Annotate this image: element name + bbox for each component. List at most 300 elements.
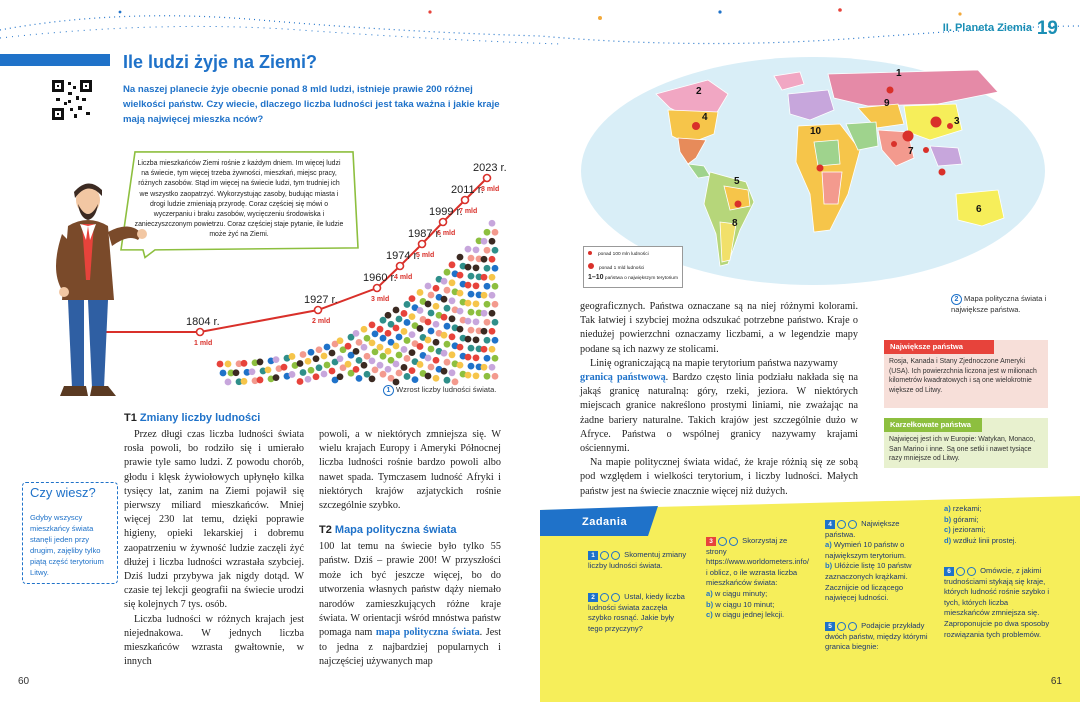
crowd-person <box>385 366 392 373</box>
crowd-person <box>300 369 307 376</box>
teacher-illustration <box>50 180 150 406</box>
crowd-person <box>468 291 475 298</box>
crowd-person <box>465 300 472 307</box>
crowd-person <box>329 350 336 357</box>
crowd-person <box>380 353 387 360</box>
task-3 <box>706 536 810 621</box>
crowd-person <box>489 346 496 353</box>
page-title: Ile ludzi żyje na Ziemi? <box>123 52 318 72</box>
crowd-person <box>404 319 411 326</box>
crowd-person <box>449 315 456 322</box>
crowd-person <box>289 371 296 378</box>
crowd-person <box>417 361 424 368</box>
year-label: 1974 r. <box>386 250 420 262</box>
task-1 <box>588 550 688 571</box>
crowd-person <box>441 314 448 321</box>
svg-text:10: 10 <box>810 126 822 137</box>
data-point <box>315 307 322 314</box>
crowd-person <box>396 352 403 359</box>
crowd-person <box>385 348 392 355</box>
crowd-person <box>444 377 451 384</box>
group-icon <box>967 567 976 576</box>
crowd-person <box>465 246 472 253</box>
task-4 <box>825 519 929 604</box>
legend-item: ponad 100 mln ludności <box>598 252 649 257</box>
discuss-icon <box>600 593 609 602</box>
paragraph: geograficznych. Państwa oznaczane są na niej różnymi kolorami. Tak łatwiej i szybciej można odszukać potrzebne państwo. Kraje o niedużej powierzchni oznaczamy liczbami, a w legendzie mapy podane są ich nazwy ze stolicami. <box>580 301 858 355</box>
crowd-person <box>313 355 320 362</box>
crowd-person <box>449 279 456 286</box>
paragraph-cont: . Bardzo często linia podziału nakłada się na jakąś granicę naturalną: góry, rzeki, jeziora. W niektórych miejscach granice nakreślono prostymi liniami, nie zważając na żadne bariery naturalne. Takich krajów jest szczególnie dużo w Afryce. Państwa o wspólnej granicy nazywamy krajami ościennymi. <box>580 372 858 455</box>
chapter-header: II. Planeta Ziemia <box>942 22 1032 34</box>
crowd-person <box>441 332 448 339</box>
section-prefix-t1: T1 <box>124 412 137 424</box>
year-label: 2011 r. <box>451 184 484 196</box>
task-sub-text: wzdłuż linii prostej. <box>953 535 1017 545</box>
caption-text-1: Wzrost liczby ludności świata. <box>396 385 497 394</box>
crowd-person <box>241 378 248 385</box>
caption-text-2: Mapa polityczna świata i największe państwa. <box>951 294 1047 314</box>
crowd-person <box>468 363 475 370</box>
crowd-person <box>481 364 488 371</box>
caption-number-2: 2 <box>951 294 962 305</box>
text-column-3 <box>580 300 858 499</box>
crowd-person <box>449 351 456 358</box>
crowd-person <box>444 359 451 366</box>
crowd-person <box>356 339 363 346</box>
crowd-person <box>369 339 376 346</box>
crowd-person <box>441 350 448 357</box>
crowd-person <box>401 364 408 371</box>
paragraph: Linię ograniczającą na mapie terytorium państwa nazywamy <box>590 357 838 369</box>
crowd-person <box>473 246 480 253</box>
svg-text:1: 1 <box>896 68 902 79</box>
crowd-person <box>409 295 416 302</box>
crowd-person <box>473 336 480 343</box>
value-label: 3 mld <box>371 296 390 303</box>
crowd-person <box>409 313 416 320</box>
year-label: 1987 r. <box>408 228 442 240</box>
crowd-person <box>217 361 224 368</box>
crowd-person <box>305 376 312 383</box>
crowd-person <box>481 256 488 263</box>
discuss-icon <box>837 622 846 631</box>
task-sub-text: w ciągu minuty; <box>714 588 768 598</box>
task-text: Ustal, kiedy liczba ludności świata zaczęła szybko rosnąć. Jakie były tego przyczyny? <box>588 592 685 633</box>
section-heading-t2 <box>319 524 457 536</box>
crowd-person <box>380 335 387 342</box>
crowd-person <box>308 367 315 374</box>
crowd-person <box>468 273 475 280</box>
crowd-person <box>457 326 464 333</box>
data-point <box>197 329 204 336</box>
crowd-person <box>473 300 480 307</box>
crowd-person <box>481 346 488 353</box>
crowd-person <box>353 366 360 373</box>
svg-text:5: 5 <box>734 176 740 187</box>
task-number: 2 <box>588 593 598 602</box>
micro-states-label: Karzełkowate państwa <box>884 418 982 432</box>
crowd-person <box>492 247 499 254</box>
task-sub-marker: d) <box>944 535 952 545</box>
crowd-person <box>489 310 496 317</box>
crowd-person <box>417 343 424 350</box>
crowd-person <box>385 330 392 337</box>
crowd-person <box>401 346 408 353</box>
crowd-person <box>489 292 496 299</box>
task-6 <box>944 566 1054 640</box>
crowd-person <box>412 376 419 383</box>
crowd-person <box>465 372 472 379</box>
legend-item: państwa o największym terytorium <box>604 276 678 281</box>
crowd-person <box>396 316 403 323</box>
crowd-person <box>300 351 307 358</box>
crowd-person <box>457 254 464 261</box>
crowd-person <box>444 305 451 312</box>
data-point <box>374 285 381 292</box>
value-label: 4 mld <box>394 274 413 281</box>
value-label: 1 mld <box>194 340 213 347</box>
crowd-person <box>305 358 312 365</box>
largest-states-text: Rosja, Kanada i Stany Zjednoczone Ameryki (USA). Ich powierzchnia liczona jest w milionach kilometrów kwadratowych i są one wielokrotnie większe od Litwy. <box>889 358 1037 394</box>
crowd-person <box>444 341 451 348</box>
value-label: 8 mld <box>481 186 500 193</box>
task-sub-text: Ułóżcie listę 10 państw zaznaczonych krążkami. Zacznijcie od liczącego najwięcej ludności. <box>825 561 912 603</box>
crowd-person <box>321 353 328 360</box>
crowd-person <box>484 355 491 362</box>
crowd-person <box>401 328 408 335</box>
crowd-person <box>316 364 323 371</box>
crowd-person <box>457 272 464 279</box>
crowd-person <box>364 371 371 378</box>
year-label: 2023 r. <box>473 162 507 174</box>
task-text: Największe państwa. <box>825 519 900 539</box>
crowd-person <box>484 265 491 272</box>
gear-icon <box>729 537 738 546</box>
crowd-person <box>449 261 456 268</box>
crowd-person <box>425 355 432 362</box>
crowd-person <box>273 356 280 363</box>
paragraph: 100 lat temu na świecie było tylko 55 państw. Dziś – prawie 200! W przyszłości może ich być jeszcze więcej, bo do utworzenia własnych państw dąży niemało narodów zamieszkujących różne kraje świata. W orientacji wśród mnóstwa państw pomaga nam <box>319 541 501 639</box>
crowd-person <box>361 326 368 333</box>
crowd-person <box>473 354 480 361</box>
task-sub-text: rzekami; <box>952 504 982 513</box>
task-number: 6 <box>944 567 954 576</box>
task-text: Skorzystaj ze strony https://www.worldometers.info/ i oblicz, o ile wzrasta liczba mieszkańców świata: <box>706 536 809 588</box>
crowd-person <box>369 321 376 328</box>
crowd-person <box>492 229 499 236</box>
crowd-person <box>492 265 499 272</box>
crowd-person <box>468 345 475 352</box>
term-political-map[interactable]: mapa polityczna świata <box>375 627 480 639</box>
crowd-person <box>393 307 400 314</box>
crowd-person <box>425 373 432 380</box>
title-accent-bar <box>0 54 110 66</box>
crowd-person <box>308 349 315 356</box>
group-icon <box>848 520 857 529</box>
svg-text:3: 3 <box>954 116 960 127</box>
value-label: 5 mld <box>416 252 435 259</box>
crowd-person <box>321 371 328 378</box>
crowd-person <box>441 296 448 303</box>
crowd-person <box>489 364 496 371</box>
crowd-person <box>465 354 472 361</box>
task-5 <box>825 621 929 653</box>
crowd-person <box>481 238 488 245</box>
crowd-person <box>401 310 408 317</box>
crowd-person <box>444 323 451 330</box>
crowd-person <box>473 372 480 379</box>
data-point <box>484 175 491 182</box>
crowd-person <box>457 362 464 369</box>
crowd-person <box>433 321 440 328</box>
crowd-person <box>404 301 411 308</box>
crowd-person <box>489 328 496 335</box>
page-number-top: 19 <box>1036 18 1058 39</box>
computer-icon <box>718 537 727 546</box>
task-sub-text: Wymień 10 państw o największym terytorium. <box>825 540 907 560</box>
did-you-know-title: Czy wiesz? <box>30 485 96 500</box>
crowd-person <box>372 348 379 355</box>
crowd-person <box>409 367 416 374</box>
task-text: Omówcie, z jakimi trudnościami stykają się kraje, których ludność rośnie szybko i tych, których liczba mieszkańców zmniejsza się. Zaproponujcie po dwa sposoby rozwiązania tych problemów. <box>944 566 1050 639</box>
discuss-icon <box>956 567 965 576</box>
crowd-person <box>484 247 491 254</box>
crowd-person <box>425 301 432 308</box>
task-number: 3 <box>706 537 716 546</box>
pair-work-icon <box>611 593 620 602</box>
crowd-person <box>289 353 296 360</box>
crowd-person <box>356 375 363 382</box>
crowd-person <box>481 292 488 299</box>
largest-states-label: Największe państwa <box>884 340 994 354</box>
crowd-person <box>444 287 451 294</box>
term-state-border[interactable]: granicą państwową <box>580 372 666 384</box>
crowd-person <box>353 348 360 355</box>
crowd-person <box>481 310 488 317</box>
data-point <box>397 263 404 270</box>
page-number-left: 60 <box>18 676 30 687</box>
crowd-person <box>489 238 496 245</box>
crowd-person <box>265 367 272 374</box>
micro-states-text: Najwięcej jest ich w Europie: Watykan, Monaco, San Marino i inne. Są one setki i nawet tysiące razy mniejsze od Litwy. <box>889 436 1036 463</box>
paragraph: Liczba ludności w różnych krajach jest niejednakowa. W jednych liczba mieszkańców wzrasta gwałtownie, w innych <box>124 613 304 668</box>
crowd-person <box>225 361 232 368</box>
figure-caption-2 <box>951 294 1069 315</box>
crowd-person <box>484 337 491 344</box>
crowd-person <box>297 360 304 367</box>
value-label: 2 mld <box>312 318 331 325</box>
crowd-person <box>441 368 448 375</box>
crowd-person <box>409 349 416 356</box>
crowd-person <box>404 355 411 362</box>
crowd-person <box>220 370 227 377</box>
crowd-person <box>441 278 448 285</box>
task-sub-marker: b) <box>944 514 952 524</box>
crowd-person <box>364 353 371 360</box>
svg-text:7: 7 <box>908 146 914 157</box>
crowd-person <box>404 373 411 380</box>
crowd-person <box>492 319 499 326</box>
task-2 <box>588 592 690 634</box>
crowd-person <box>425 337 432 344</box>
crowd-person <box>369 357 376 364</box>
year-label: 1927 r. <box>304 294 338 306</box>
section-title-t1: Zmiany liczby ludności <box>139 412 261 424</box>
value-label: 6 mld <box>437 230 456 237</box>
crowd-person <box>465 282 472 289</box>
legend-item: ponad 1 mld ludności <box>599 266 645 271</box>
task-sub-marker: a) <box>706 588 713 598</box>
crowd-person <box>324 362 331 369</box>
crowd-person <box>273 374 280 381</box>
crowd-person <box>484 283 491 290</box>
crowd-person <box>396 370 403 377</box>
lead-paragraph: Na naszej planecie żyje obecnie ponad 8 mld ludzi, istnieje prawie 200 różnej wielkości państw. Czy wiecie, dlaczego liczba ludności jest taka ważna i jakie kraje mają najwięcej mieszka nców? <box>123 84 500 125</box>
crowd-person <box>468 327 475 334</box>
crowd-person <box>324 344 331 351</box>
crowd-person <box>313 373 320 380</box>
crowd-person <box>468 255 475 262</box>
discuss-icon <box>600 551 609 560</box>
crowd-person <box>492 337 499 344</box>
crowd-person <box>428 346 435 353</box>
section-heading-t1 <box>124 412 260 424</box>
svg-text:8: 8 <box>732 218 738 229</box>
crowd-person <box>433 357 440 364</box>
crowd-person <box>372 366 379 373</box>
crowd-person <box>457 344 464 351</box>
crowd-person <box>225 379 232 386</box>
crowd-person <box>257 359 264 366</box>
data-point <box>419 241 426 248</box>
data-point <box>440 219 447 226</box>
crowd-person <box>380 371 387 378</box>
crowd-person <box>417 325 424 332</box>
crowd-person <box>393 361 400 368</box>
task-sub-marker: b) <box>706 599 714 609</box>
task-sub-marker: c) <box>944 525 951 535</box>
crowd-person <box>473 264 480 271</box>
crowd-person <box>484 373 491 380</box>
did-you-know-text: Gdyby wszyscy mieszkańcy świata stanęli jeden przy drugim, zajęliby tylko piątą część terytorium Litwy. <box>30 513 104 577</box>
caption-number-1: 1 <box>383 385 394 396</box>
legend-key: 1–10 <box>588 274 604 281</box>
crowd-person <box>417 289 424 296</box>
crowd-person <box>393 343 400 350</box>
crowd-person <box>425 319 432 326</box>
svg-text:6: 6 <box>976 204 982 215</box>
crowd-person <box>385 312 392 319</box>
crowd-person <box>428 364 435 371</box>
crowd-person <box>492 301 499 308</box>
task-sub-text: w ciągu 10 minut; <box>715 599 775 609</box>
crowd-person <box>468 309 475 316</box>
year-label: 1804 r. <box>186 316 220 328</box>
crowd-person <box>353 330 360 337</box>
crowd-person <box>481 274 488 281</box>
crowd-person <box>433 375 440 382</box>
crowd-person <box>492 373 499 380</box>
crowd-person <box>364 335 371 342</box>
crowd-person <box>465 336 472 343</box>
crowd-person <box>457 290 464 297</box>
crowd-person <box>361 362 368 369</box>
crowd-person <box>377 362 384 369</box>
crowd-person <box>417 307 424 314</box>
crowd-person <box>361 344 368 351</box>
task-sub-marker: a) <box>944 504 951 513</box>
crowd-person <box>473 318 480 325</box>
crowd-person <box>428 310 435 317</box>
crowd-person <box>489 256 496 263</box>
crowd-person <box>345 361 352 368</box>
crowd-person <box>489 274 496 281</box>
crowd-person <box>444 269 451 276</box>
paragraph-cont: . Jest to jedna z najbardziej popularnych i najczęściej używanych map <box>319 627 502 668</box>
map-legend <box>583 246 683 288</box>
crowd-person <box>281 364 288 371</box>
crowd-person <box>409 331 416 338</box>
crowd-person <box>433 339 440 346</box>
figure-caption-1 <box>383 385 496 396</box>
svg-text:9: 9 <box>884 98 890 109</box>
task-number: 1 <box>588 551 598 560</box>
qr-code-icon[interactable] <box>50 78 94 122</box>
crowd-person <box>449 333 456 340</box>
crowd-person <box>433 285 440 292</box>
crowd-person <box>465 318 472 325</box>
task-text: Podajcie przykłady dwóch państw, między którymi granica biegnie: <box>825 621 928 652</box>
year-label: 1999 r. <box>429 206 463 218</box>
section-title-t2: Mapa polityczna świata <box>334 524 457 536</box>
crowd-person <box>484 229 491 236</box>
crowd-person <box>393 325 400 332</box>
crowd-person <box>457 308 464 315</box>
task-sub-marker: b) <box>825 561 833 571</box>
crowd-person <box>377 344 384 351</box>
crowd-person <box>449 297 456 304</box>
crowd-person <box>257 377 264 384</box>
crowd-person <box>345 343 352 350</box>
task-5-options <box>944 504 1054 546</box>
text-column-2b <box>319 540 501 670</box>
crowd-person <box>428 328 435 335</box>
crowd-person <box>249 368 256 375</box>
crowd-person <box>465 264 472 271</box>
tasks-title: Zadania <box>582 516 628 528</box>
crowd-person <box>425 283 432 290</box>
data-point <box>462 197 469 204</box>
crowd-person <box>396 334 403 341</box>
crowd-person <box>369 375 376 382</box>
crowd-person <box>473 282 480 289</box>
crowd-person <box>337 373 344 380</box>
crowd-person <box>297 378 304 385</box>
crowd-person <box>241 360 248 367</box>
svg-text:2: 2 <box>696 86 702 97</box>
crowd-person <box>337 337 344 344</box>
crowd-person <box>433 303 440 310</box>
crowd-person <box>484 319 491 326</box>
crowd-person <box>329 368 336 375</box>
task-text: Skomentuj zmiany liczby ludności świata. <box>588 550 687 570</box>
task-number: 5 <box>825 622 835 631</box>
paragraph: Przez długi czas liczba ludności świata rosła powoli, bo rodziło się i umierało prawie tyle samo ludzi. Z powodu chorób, głodu i klęsk żywiołowych upłynęło kilka tysięcy lat, zanim na Ziemi pojawił się pierwszy miliard mieszkańców. Mniej więcej 230 lat temu, dzięki poprawie higieny, opieki lekarskiej i dobremu zaopatrzeniu w żywność ludzie zaczęli żyć dłużej i liczba ludności wzrastała szybciej. Dziś ludzi przybywa jak nigdy dotąd. W czasie tej lekcji geografii na świecie urodzi się kolejnych 7 tys. osób. <box>124 429 304 611</box>
crowd-person <box>356 357 363 364</box>
crowd-person <box>337 355 344 362</box>
svg-text:4: 4 <box>702 112 708 123</box>
